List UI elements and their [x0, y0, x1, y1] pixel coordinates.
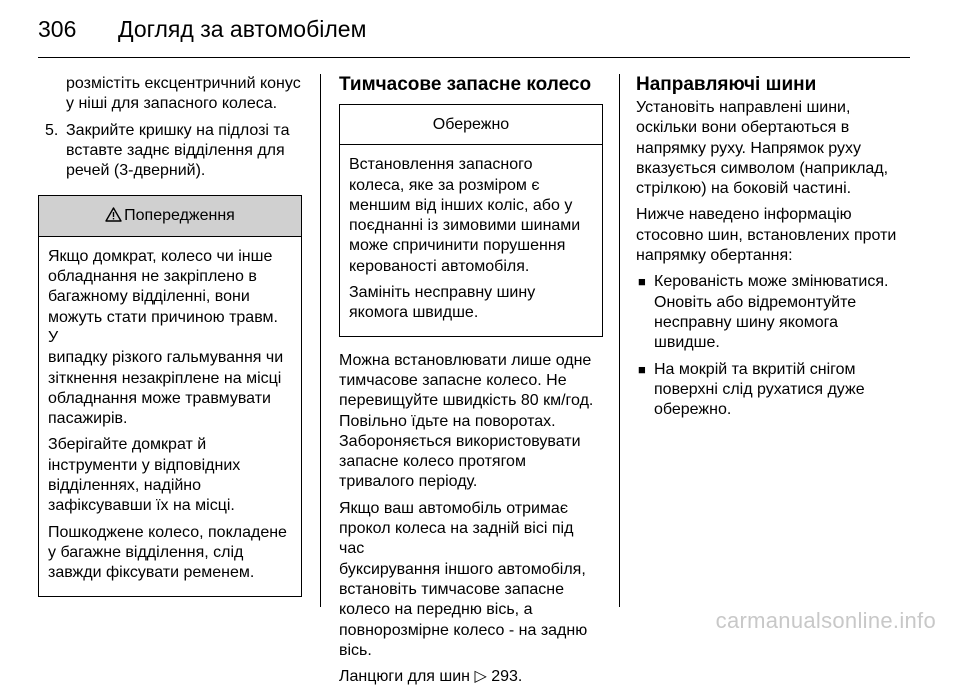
section-title-temporary-spare: Тимчасове запасне колесо [339, 74, 592, 95]
bullet-square-icon: ■ [638, 361, 646, 377]
spare-paragraph-2: Якщо ваш автомобіль отримає прокол колеса на задній вісі під час буксирування іншого автомобіля, встановіть тимчасове запасне колесо на передню вісь, а повнорозмірне колесо - на задню вісь. [339, 499, 588, 659]
warning-title: Попередження [124, 207, 235, 225]
cross-reference-arrow-icon: ▷ [474, 668, 487, 686]
step-number: 5. [45, 121, 59, 139]
directional-paragraph-2: Нижче наведено інформацію стосовно шин, встановлених проти напрямку обертання: [636, 206, 897, 265]
chains-ref-text: Ланцюги для шин [339, 668, 471, 686]
bullet-text-2: На мокрій та вкритій снігом поверхні слід рухатися дуже обережно. [654, 360, 865, 419]
middle-column [339, 74, 603, 693]
column-divider-right [619, 74, 620, 607]
left-column [38, 74, 302, 597]
section-title-directional-tyres: Направляючі шини [636, 74, 817, 95]
list-item [636, 360, 916, 421]
spare-paragraph-1: Можна встановлювати лише одне тимчасове запасне колесо. Не перевищуйте швидкість 80 км/год. Повільно їдьте на поворотах. Забороняється використовувати запасне колесо протягом тривалого періоду. [339, 351, 594, 491]
caution-body [340, 145, 602, 335]
right-column [636, 74, 916, 426]
warning-box [38, 195, 302, 596]
directional-paragraph-1: Установіть направлені шини, оскільки вони обертаються в напрямку руху. Напрямок руху вказується символом (наприклад, стрілкою) на боковій частині. [636, 99, 889, 198]
column-divider-left [320, 74, 321, 607]
list-item [636, 272, 916, 353]
bullet-square-icon: ■ [638, 274, 646, 290]
caution-paragraph-1: Встановлення запасного колеса, яке за розміром є меншим від інших коліс, або у поєднанні із зимовими шинами може спричинити порушення керованості автомобіля. [349, 156, 581, 275]
chains-ref-page: 293. [491, 668, 523, 686]
warning-paragraph-2: Зберігайте домкрат й інструменти у відповідних відділеннях, надійно зафіксувавши їх на місці. [48, 436, 241, 515]
warning-header [39, 196, 301, 236]
bullet-text-1: Керованість може змінюватися. Оновіть або відремонтуйте несправну шину якомога швидше. [654, 273, 889, 352]
warning-paragraph-3: Пошкоджене колесо, покладене у багажне відділення, слід завжди фіксувати ременем. [48, 523, 287, 582]
warning-triangle-icon [105, 206, 122, 226]
page-number: 306 [38, 16, 77, 42]
step-5 [38, 121, 302, 182]
step-text: Закрийте кришку на підлозі та вставте заднє відділення для речей (3-дверний). [66, 121, 290, 180]
warning-paragraph-1: Якщо домкрат, колесо чи інше обладнання не закріплено в багажному відділенні, вони можуть стати причиною травм. У випадку різкого гальмування чи зіткнення незакріплене на місці обладнання може травмувати пасажирів. [48, 247, 284, 428]
header-divider [38, 57, 910, 58]
caution-box [339, 104, 603, 337]
chains-cross-reference[interactable] [339, 667, 603, 687]
continued-step-text: розмістіть ексцентричний конус у ніші для запасного колеса. [66, 75, 301, 113]
running-header-title: Догляд за автомобілем [118, 16, 367, 42]
watermark: carmanualsonline.info [715, 608, 936, 633]
caution-header: Обережно [340, 105, 602, 145]
warning-body [39, 237, 301, 596]
caution-paragraph-2: Замініть несправну шину якомога швидше. [349, 284, 536, 322]
